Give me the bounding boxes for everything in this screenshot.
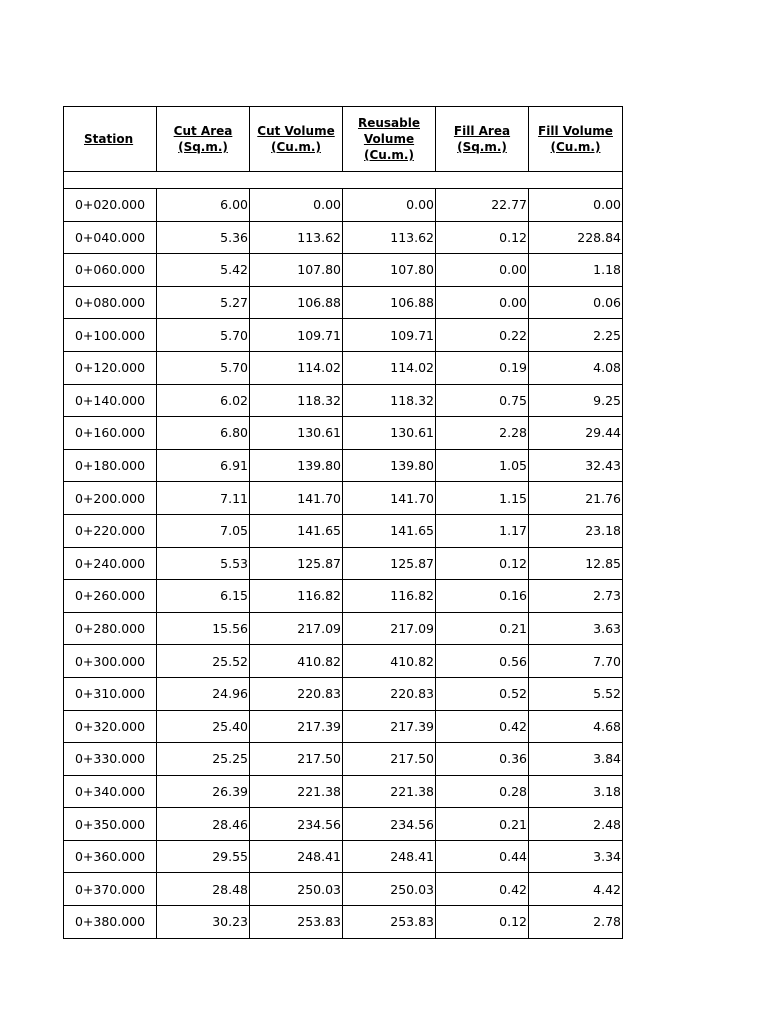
table-body bbox=[64, 189, 623, 939]
table-row bbox=[64, 873, 623, 906]
cell-cut-volume: 0.00 bbox=[250, 189, 343, 222]
cell-cut-area: 5.36 bbox=[157, 221, 250, 254]
cell-fill-volume: 4.42 bbox=[529, 873, 623, 906]
cell-cut-volume: 114.02 bbox=[250, 351, 343, 384]
cell-fill-volume: 3.63 bbox=[529, 612, 623, 645]
cell-reusable-volume: 106.88 bbox=[343, 286, 436, 319]
cell-cut-area: 6.15 bbox=[157, 580, 250, 613]
table-row bbox=[64, 677, 623, 710]
cell-fill-volume: 3.84 bbox=[529, 743, 623, 776]
header-reusable-line-2: Volume bbox=[363, 132, 415, 146]
cell-cut-volume: 234.56 bbox=[250, 808, 343, 841]
cell-reusable-volume: 234.56 bbox=[343, 808, 436, 841]
header-fill-volume bbox=[529, 107, 623, 172]
cell-station: 0+100.000 bbox=[64, 319, 157, 352]
cell-station: 0+160.000 bbox=[64, 417, 157, 450]
cell-fill-area: 1.15 bbox=[436, 482, 529, 515]
cell-fill-volume: 0.00 bbox=[529, 189, 623, 222]
cell-fill-area: 0.44 bbox=[436, 840, 529, 873]
cell-reusable-volume: 217.50 bbox=[343, 743, 436, 776]
cell-fill-volume: 2.73 bbox=[529, 580, 623, 613]
cell-reusable-volume: 139.80 bbox=[343, 449, 436, 482]
cell-station: 0+120.000 bbox=[64, 351, 157, 384]
cell-fill-volume: 228.84 bbox=[529, 221, 623, 254]
cell-cut-volume: 116.82 bbox=[250, 580, 343, 613]
cell-fill-area: 0.00 bbox=[436, 286, 529, 319]
cell-cut-volume: 118.32 bbox=[250, 384, 343, 417]
cell-cut-area: 5.42 bbox=[157, 254, 250, 287]
header-cut-volume-line: Cut Volume bbox=[257, 124, 335, 138]
table-row bbox=[64, 840, 623, 873]
table-row bbox=[64, 743, 623, 776]
cell-cut-area: 5.27 bbox=[157, 286, 250, 319]
cell-station: 0+350.000 bbox=[64, 808, 157, 841]
header-station-line: Station bbox=[84, 132, 134, 146]
cell-reusable-volume: 130.61 bbox=[343, 417, 436, 450]
cell-station: 0+330.000 bbox=[64, 743, 157, 776]
cell-station: 0+370.000 bbox=[64, 873, 157, 906]
cell-station: 0+360.000 bbox=[64, 840, 157, 873]
table-row bbox=[64, 612, 623, 645]
cell-cut-volume: 250.03 bbox=[250, 873, 343, 906]
cell-fill-area: 0.75 bbox=[436, 384, 529, 417]
cell-fill-volume: 1.18 bbox=[529, 254, 623, 287]
cell-cut-area: 26.39 bbox=[157, 775, 250, 808]
cell-station: 0+280.000 bbox=[64, 612, 157, 645]
header-cut-area bbox=[157, 107, 250, 172]
header-cut-area-unit: (Sq.m.) bbox=[178, 140, 228, 154]
cell-reusable-volume: 250.03 bbox=[343, 873, 436, 906]
table-row bbox=[64, 351, 623, 384]
cell-station: 0+200.000 bbox=[64, 482, 157, 515]
cell-reusable-volume: 221.38 bbox=[343, 775, 436, 808]
cell-cut-volume: 125.87 bbox=[250, 547, 343, 580]
cell-cut-volume: 217.50 bbox=[250, 743, 343, 776]
cell-cut-volume: 141.70 bbox=[250, 482, 343, 515]
cell-fill-area: 0.00 bbox=[436, 254, 529, 287]
cell-cut-area: 5.70 bbox=[157, 319, 250, 352]
cell-cut-area: 28.46 bbox=[157, 808, 250, 841]
cell-fill-area: 0.42 bbox=[436, 710, 529, 743]
cell-station: 0+180.000 bbox=[64, 449, 157, 482]
cell-fill-volume: 29.44 bbox=[529, 417, 623, 450]
cell-fill-area: 2.28 bbox=[436, 417, 529, 450]
cell-cut-volume: 253.83 bbox=[250, 906, 343, 939]
cell-station: 0+080.000 bbox=[64, 286, 157, 319]
cell-cut-area: 25.25 bbox=[157, 743, 250, 776]
table-row bbox=[64, 808, 623, 841]
cell-reusable-volume: 114.02 bbox=[343, 351, 436, 384]
cell-cut-area: 6.91 bbox=[157, 449, 250, 482]
cell-fill-area: 0.16 bbox=[436, 580, 529, 613]
cell-station: 0+300.000 bbox=[64, 645, 157, 678]
cell-fill-volume: 23.18 bbox=[529, 514, 623, 547]
cell-reusable-volume: 116.82 bbox=[343, 580, 436, 613]
cell-cut-volume: 410.82 bbox=[250, 645, 343, 678]
cell-cut-volume: 109.71 bbox=[250, 319, 343, 352]
cell-cut-volume: 248.41 bbox=[250, 840, 343, 873]
header-reusable-unit: (Cu.m.) bbox=[364, 148, 414, 162]
cell-fill-area: 0.12 bbox=[436, 547, 529, 580]
cell-fill-volume: 3.18 bbox=[529, 775, 623, 808]
cell-reusable-volume: 107.80 bbox=[343, 254, 436, 287]
cell-station: 0+320.000 bbox=[64, 710, 157, 743]
table-row bbox=[64, 286, 623, 319]
cell-fill-area: 0.28 bbox=[436, 775, 529, 808]
cell-reusable-volume: 113.62 bbox=[343, 221, 436, 254]
cell-fill-area: 0.42 bbox=[436, 873, 529, 906]
table-row bbox=[64, 449, 623, 482]
cell-fill-volume: 4.68 bbox=[529, 710, 623, 743]
cell-cut-area: 25.40 bbox=[157, 710, 250, 743]
cell-cut-area: 29.55 bbox=[157, 840, 250, 873]
cell-fill-area: 0.21 bbox=[436, 612, 529, 645]
header-fill-volume-unit: (Cu.m.) bbox=[550, 140, 601, 154]
cell-station: 0+380.000 bbox=[64, 906, 157, 939]
cell-fill-volume: 5.52 bbox=[529, 677, 623, 710]
cell-cut-area: 6.00 bbox=[157, 189, 250, 222]
cell-fill-area: 1.17 bbox=[436, 514, 529, 547]
header-cut-area-line: Cut Area bbox=[173, 124, 233, 138]
table-row bbox=[64, 547, 623, 580]
cell-station: 0+260.000 bbox=[64, 580, 157, 613]
table-row bbox=[64, 645, 623, 678]
cell-cut-volume: 107.80 bbox=[250, 254, 343, 287]
cell-reusable-volume: 118.32 bbox=[343, 384, 436, 417]
cell-cut-volume: 217.39 bbox=[250, 710, 343, 743]
header-reusable-line-1: Reusable bbox=[357, 116, 420, 130]
table-row bbox=[64, 254, 623, 287]
header-reusable-volume bbox=[343, 107, 436, 172]
cell-fill-volume: 12.85 bbox=[529, 547, 623, 580]
cell-station: 0+060.000 bbox=[64, 254, 157, 287]
cell-cut-volume: 141.65 bbox=[250, 514, 343, 547]
spacer-row bbox=[64, 172, 623, 189]
cell-cut-area: 30.23 bbox=[157, 906, 250, 939]
cell-fill-volume: 2.25 bbox=[529, 319, 623, 352]
table-row bbox=[64, 906, 623, 939]
table-row bbox=[64, 580, 623, 613]
table-row bbox=[64, 482, 623, 515]
cell-fill-area: 0.21 bbox=[436, 808, 529, 841]
table-row bbox=[64, 417, 623, 450]
header-fill-area-unit: (Sq.m.) bbox=[457, 140, 507, 154]
cell-fill-area: 1.05 bbox=[436, 449, 529, 482]
cell-cut-volume: 106.88 bbox=[250, 286, 343, 319]
cell-cut-volume: 220.83 bbox=[250, 677, 343, 710]
cell-cut-area: 25.52 bbox=[157, 645, 250, 678]
cell-reusable-volume: 109.71 bbox=[343, 319, 436, 352]
cell-fill-area: 0.19 bbox=[436, 351, 529, 384]
cell-reusable-volume: 253.83 bbox=[343, 906, 436, 939]
header-fill-area bbox=[436, 107, 529, 172]
cell-fill-volume: 9.25 bbox=[529, 384, 623, 417]
cell-cut-volume: 217.09 bbox=[250, 612, 343, 645]
cell-cut-volume: 139.80 bbox=[250, 449, 343, 482]
table-row bbox=[64, 319, 623, 352]
header-station bbox=[64, 107, 157, 172]
cell-reusable-volume: 220.83 bbox=[343, 677, 436, 710]
cell-reusable-volume: 217.09 bbox=[343, 612, 436, 645]
cell-cut-area: 5.53 bbox=[157, 547, 250, 580]
cell-reusable-volume: 217.39 bbox=[343, 710, 436, 743]
cell-fill-volume: 4.08 bbox=[529, 351, 623, 384]
cell-cut-volume: 130.61 bbox=[250, 417, 343, 450]
cell-station: 0+140.000 bbox=[64, 384, 157, 417]
cell-fill-area: 22.77 bbox=[436, 189, 529, 222]
earthwork-table bbox=[63, 106, 623, 939]
cell-fill-volume: 0.06 bbox=[529, 286, 623, 319]
cell-station: 0+340.000 bbox=[64, 775, 157, 808]
cell-reusable-volume: 141.70 bbox=[343, 482, 436, 515]
cell-station: 0+240.000 bbox=[64, 547, 157, 580]
cell-fill-area: 0.12 bbox=[436, 906, 529, 939]
cell-reusable-volume: 248.41 bbox=[343, 840, 436, 873]
cell-cut-area: 5.70 bbox=[157, 351, 250, 384]
cell-station: 0+310.000 bbox=[64, 677, 157, 710]
cell-reusable-volume: 0.00 bbox=[343, 189, 436, 222]
cell-reusable-volume: 125.87 bbox=[343, 547, 436, 580]
cell-cut-volume: 221.38 bbox=[250, 775, 343, 808]
cell-cut-area: 7.05 bbox=[157, 514, 250, 547]
cell-cut-area: 28.48 bbox=[157, 873, 250, 906]
cell-fill-area: 0.22 bbox=[436, 319, 529, 352]
cell-station: 0+040.000 bbox=[64, 221, 157, 254]
cell-reusable-volume: 141.65 bbox=[343, 514, 436, 547]
header-cut-volume-unit: (Cu.m.) bbox=[271, 140, 321, 154]
cell-fill-volume: 3.34 bbox=[529, 840, 623, 873]
cell-fill-volume: 2.78 bbox=[529, 906, 623, 939]
cell-cut-area: 7.11 bbox=[157, 482, 250, 515]
cell-fill-area: 0.12 bbox=[436, 221, 529, 254]
cell-station: 0+020.000 bbox=[64, 189, 157, 222]
cell-cut-area: 15.56 bbox=[157, 612, 250, 645]
cell-fill-area: 0.56 bbox=[436, 645, 529, 678]
header-fill-volume-line: Fill Volume bbox=[538, 124, 613, 138]
table-row bbox=[64, 384, 623, 417]
cell-cut-area: 6.80 bbox=[157, 417, 250, 450]
table-row bbox=[64, 514, 623, 547]
cell-station: 0+220.000 bbox=[64, 514, 157, 547]
cell-cut-area: 24.96 bbox=[157, 677, 250, 710]
cell-fill-volume: 21.76 bbox=[529, 482, 623, 515]
header-row bbox=[64, 107, 623, 172]
cell-cut-volume: 113.62 bbox=[250, 221, 343, 254]
cell-cut-area: 6.02 bbox=[157, 384, 250, 417]
cell-fill-volume: 7.70 bbox=[529, 645, 623, 678]
cell-fill-volume: 2.48 bbox=[529, 808, 623, 841]
cell-fill-area: 0.52 bbox=[436, 677, 529, 710]
table-row bbox=[64, 221, 623, 254]
table-row bbox=[64, 710, 623, 743]
cell-reusable-volume: 410.82 bbox=[343, 645, 436, 678]
spacer-cell bbox=[64, 172, 623, 189]
earthwork-report bbox=[63, 106, 622, 939]
header-fill-area-line: Fill Area bbox=[453, 124, 511, 138]
header-cut-volume bbox=[250, 107, 343, 172]
cell-fill-area: 0.36 bbox=[436, 743, 529, 776]
table-row bbox=[64, 775, 623, 808]
cell-fill-volume: 32.43 bbox=[529, 449, 623, 482]
table-row bbox=[64, 189, 623, 222]
